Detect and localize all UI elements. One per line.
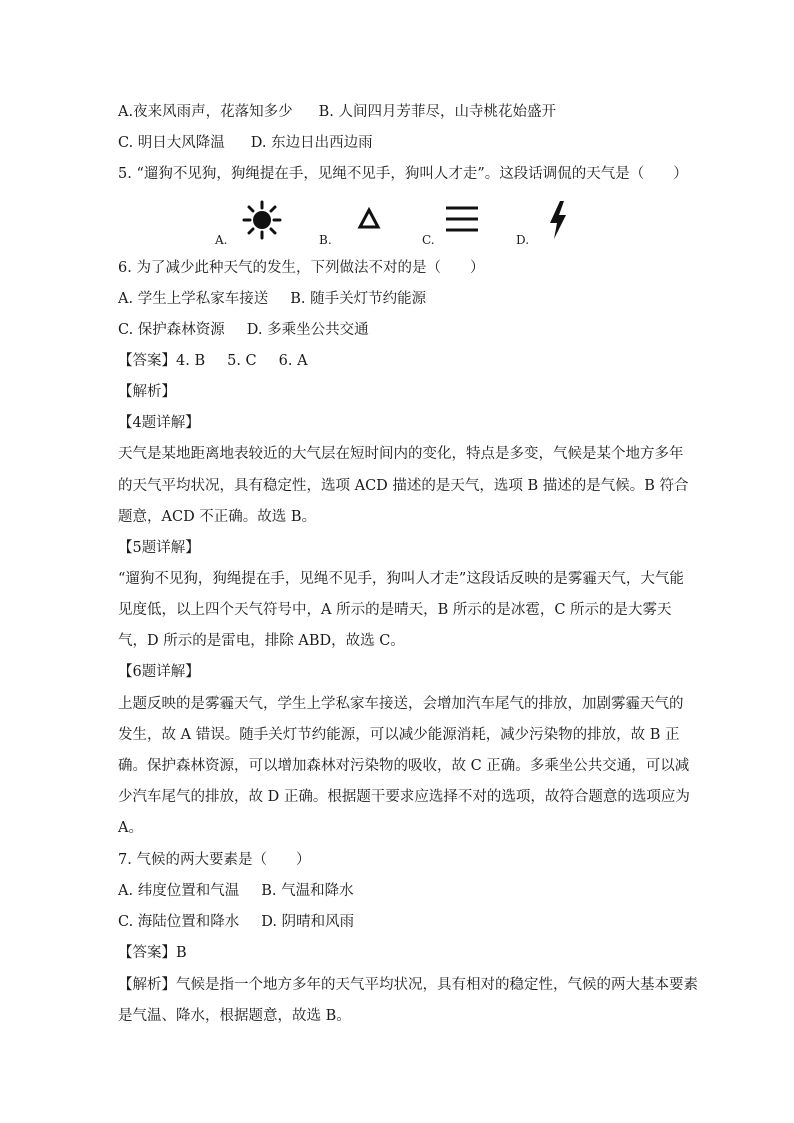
detail-6-line-5: A。 xyxy=(118,820,143,836)
answers-line xyxy=(118,351,674,371)
answer-4: 4. B xyxy=(176,353,206,369)
q4-option-c: C. 明日大风降温 xyxy=(118,135,225,151)
answer-tag: 【答案】 xyxy=(118,353,176,369)
q7-option-b: B. 气温和降水 xyxy=(261,883,354,899)
sunny-icon xyxy=(242,200,282,240)
detail-5-line-1: “遛狗不见狗，狗绳提在手，见绳不见手，狗叫人才走”这段话反映的是雾霾天气，大气能 xyxy=(118,571,684,587)
hail-icon xyxy=(357,207,381,231)
detail-4-line-3: 题意，ACD 不正确。故选 B。 xyxy=(118,509,317,525)
q7-options-row-1 xyxy=(118,881,674,901)
weather-symbols xyxy=(0,196,794,252)
q6-options-row-2 xyxy=(118,320,674,340)
symbol-label-c: C. xyxy=(422,233,435,247)
q7-stem: 7. 气候的两大要素是（ ） xyxy=(118,852,311,868)
q6-option-d: D. 多乘坐公共交通 xyxy=(246,322,369,338)
detail-5-line-2: 见度低，以上四个天气符号中，A 所示的是晴天，B 所示的是冰雹，C 所示的是大雾天 xyxy=(118,602,672,618)
detail-5-line-3: 气，D 所示的是雷电，排除 ABD，故选 C。 xyxy=(118,633,405,649)
q6-options-row-1 xyxy=(118,289,674,309)
fog-icon xyxy=(444,204,480,234)
detail-6-line-1: 上题反映的是雾霾天气，学生上学私家车接送，会增加汽车尾气的排放，加剧雾霾天气的 xyxy=(118,696,684,712)
detail-6-tag: 【6题详解】 xyxy=(118,664,200,680)
q6-option-a: A. 学生上学私家车接送 xyxy=(118,291,269,307)
q4-option-a: A.夜来风雨声，花落知多少 xyxy=(118,104,293,120)
q5-stem: 5. “遛狗不见狗，狗绳提在手，见绳不见手，狗叫人才走”。这段话调侃的天气是（ ） xyxy=(118,166,688,182)
q4-option-d: D. 东边日出西边雨 xyxy=(250,135,373,151)
symbol-label-d: D. xyxy=(516,233,530,247)
detail-4-line-2: 的天气平均状况，具有稳定性，选项 ACD 描述的是天气，选项 B 描述的是气候。B 符合 xyxy=(118,478,689,494)
detail-5-tag: 【5题详解】 xyxy=(118,540,200,556)
q7-option-a: A. 纬度位置和气温 xyxy=(118,883,240,899)
detail-6-line-3: 确。保护森林资源，可以增加森林对污染物的吸收，故 C 正确。多乘坐公共交通，可以减 xyxy=(118,758,690,774)
q6-option-b: B. 随手关灯节约能源 xyxy=(290,291,427,307)
thunder-icon xyxy=(547,200,569,240)
q7-option-c: C. 海陆位置和降水 xyxy=(118,914,240,930)
q4-options-row-2 xyxy=(118,133,674,153)
symbol-label-a: A. xyxy=(215,233,228,247)
q4-option-b: B. 人间四月芳菲尽，山寺桃花始盛开 xyxy=(318,104,556,120)
answer-6: 6. A xyxy=(278,353,308,369)
q7-options-row-2 xyxy=(118,912,674,932)
detail-6-line-2: 发生，故 A 错误。随手关灯节约能源，可以减少能源消耗，减少污染物的排放，故 B 正 xyxy=(118,727,680,743)
detail-4-line-1: 天气是某地距离地表较近的大气层在短时间内的变化，特点是多变，气候是某个地方多年 xyxy=(118,446,684,462)
q7-answer: 【答案】B xyxy=(118,945,187,961)
q7-option-d: D. 阴晴和风雨 xyxy=(261,914,355,930)
detail-6-line-4: 少汽车尾气的排放，故 D 正确。根据题干要求应选择不对的选项，故符合题意的选项应为 xyxy=(118,789,690,805)
q7-analysis-line-1: 【解析】气候是指一个地方多年的天气平均状况，具有相对的稳定性，气候的两大基本要素 xyxy=(118,977,698,993)
q6-stem: 6. 为了减少此种天气的发生，下列做法不对的是（ ） xyxy=(118,260,485,276)
analysis-tag: 【解析】 xyxy=(118,384,176,400)
q6-option-c: C. 保护森林资源 xyxy=(118,322,225,338)
symbol-label-b: B. xyxy=(319,233,332,247)
detail-4-tag: 【4题详解】 xyxy=(118,415,200,431)
q7-analysis-line-2: 是气温、降水，根据题意，故选 B。 xyxy=(118,1008,351,1024)
answer-5: 5. C xyxy=(227,353,257,369)
q4-options-row-1 xyxy=(118,102,674,122)
